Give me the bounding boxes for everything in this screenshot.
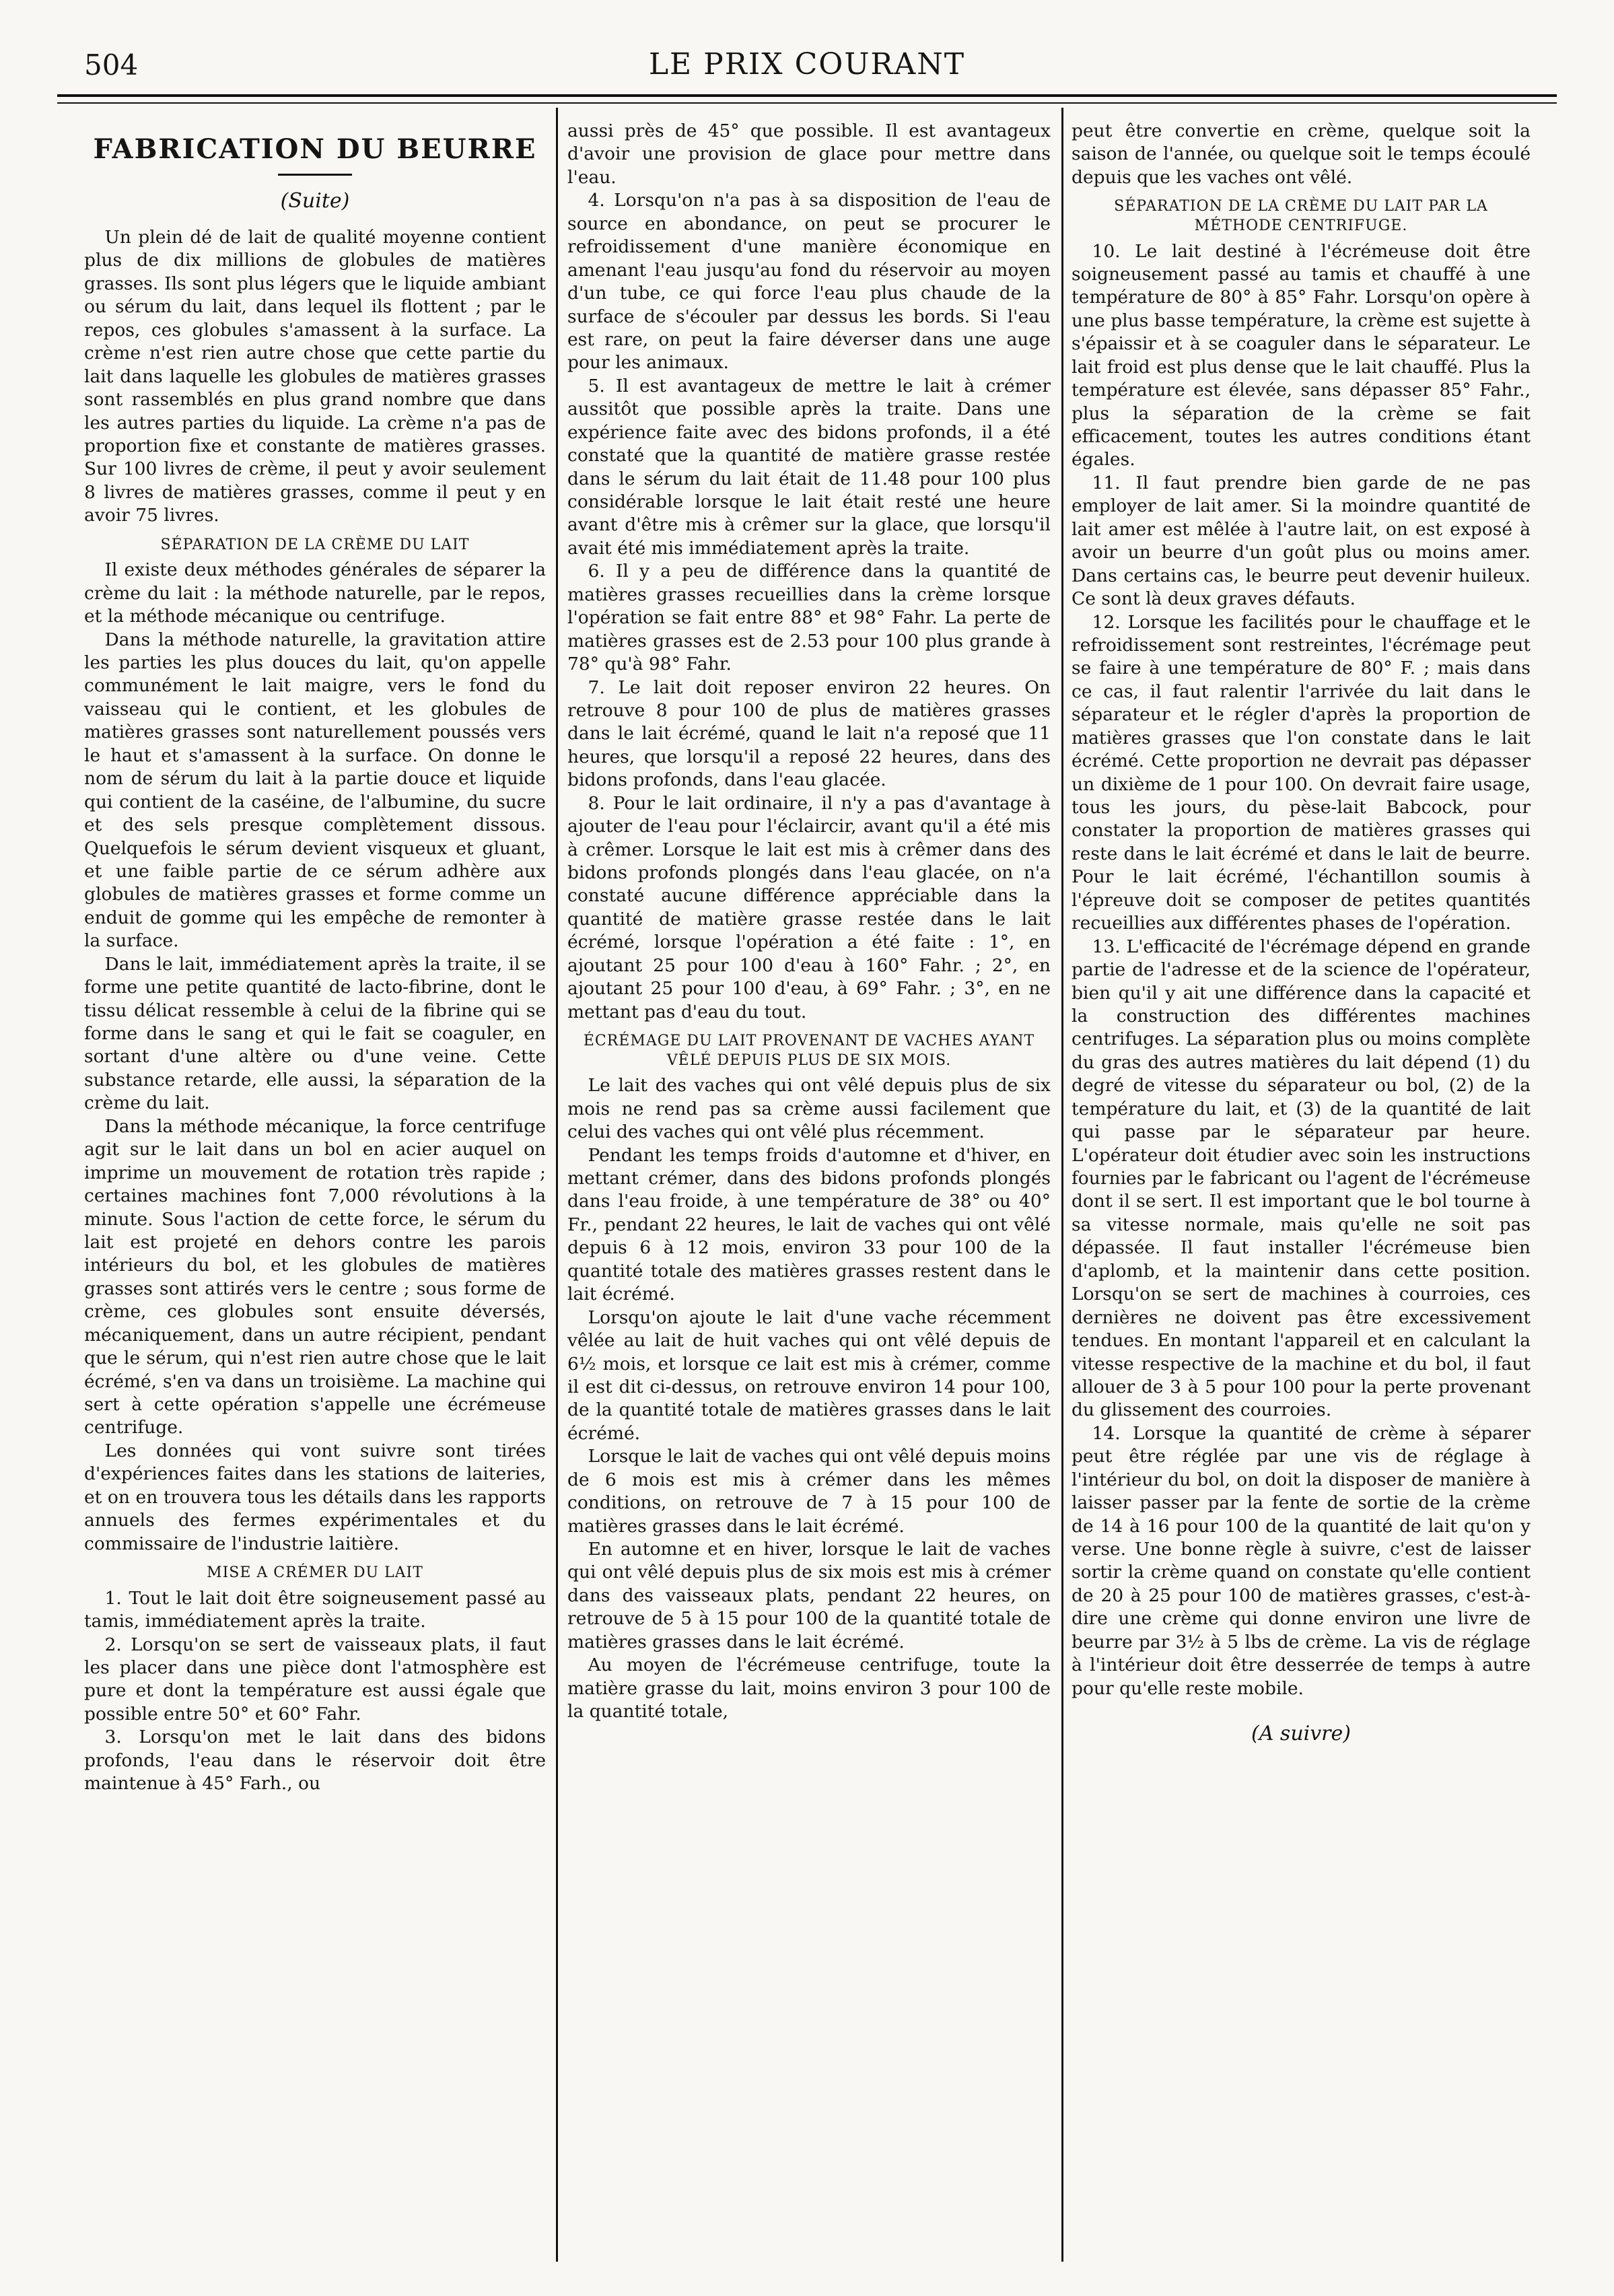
paragraph: 11. Il faut prendre bien garde de ne pas employer de lait amer. Si la moindre quantité de lait amer est mêlée à l'autre lait, on est exposé à avoir un beurre d'un goût plus ou moins amer. Dans certains cas, le beurre peut devenir huileux. Ce sont là deux graves défauts.: [1072, 472, 1531, 610]
section-heading: SÉPARATION DE LA CRÈME DU LAIT: [160, 536, 470, 553]
paragraph: 12. Lorsque les facilités pour le chauffage et le refroidissement sont restreintes, l'écrémage peut se faire à une température de 80° F. ; mais dans ce cas, il faut ralentir l'arrivée du lait dans le séparateur et le régler d'après la proportion de matières grasses que l'on constate dans le lait écrémé. Cette proportion ne devrait pas dépasser un dixième de 1 pour 100. On devrait faire usage, tous les jours, du pèse-lait Babcock, pour constater la proportion de matières grasses qui reste dans le lait écrémé et dans le lait de beurre. Pour le lait écrémé, l'échantillon soumis à l'épreuve doit se composer de petites quantités recueillies aux différentes phases de l'opération.: [1072, 611, 1531, 934]
paragraph: Un plein dé de lait de qualité moyenne contient plus de dix millions de globules de matières grasses. Ils sont plus légers que le liquide ambiant ou sérum du lait, dans lequel ils flottent ; par le repos, ces globules s'amassent à la surface. La crème n'est rien autre chose que cette partie du lait dans laquelle les globules de matières grasses sont rassemblés en plus grand nombre que dans les autres parties du liquide. La crème n'a pas de proportion fixe et constante de matières grasses. Sur 100 livres de crème, il peut y avoir seulement 8 livres de matières grasses, comme il peut y en avoir 75 livres.: [84, 227, 546, 526]
column-3: [1072, 120, 1531, 1747]
article-subtitle: (Suite): [280, 189, 350, 213]
paragraph: 1. Tout le lait doit être soigneusement passé au tamis, immédiatement après la traite.: [84, 1587, 546, 1632]
column-divider-1: [556, 108, 558, 2262]
paragraph: 5. Il est avantageux de mettre le lait à crémer aussitôt que possible après la traite. Dans une expérience faite avec des bidons profonds, il a été constaté que la quantité de matière grasse restée dans le sérum du lait était de 11.48 pour 100 plus considérable lorsque le lait était resté une heure avant d'être mis à crêmer sur la glace, que lorsqu'il avait été mis immédiatement après la traite.: [567, 375, 1051, 559]
column-2: [567, 120, 1051, 1724]
paragraph: Au moyen de l'écrémeuse centrifuge, toute la matière grasse du lait, moins environ 3 pour 100 de la quantité totale,: [567, 1655, 1051, 1723]
paragraph: 14. Lorsque la quantité de crème à séparer peut être réglée par une vis de réglage à l'intérieur du bol, on doit la disposer de manière à laisser passer par la fente de sortie de la crème de 14 à 16 pour 100 de la quantité de lait qu'on y verse. Une bonne règle à suivre, c'est de laisser sortir la crème quand on constate qu'elle contient de 20 à 25 pour 100 de matières grasses, c'est-à-dire une crème qui donne environ une livre de beurre par 3½ à 5 lbs de crème. La vis de réglage à l'intérieur doit être desserrée de temps à autre pour qu'elle reste mobile.: [1072, 1422, 1531, 1699]
paragraph: 3. Lorsqu'on met le lait dans des bidons profonds, l'eau dans le réservoir doit être maintenue à 45° Farh., ou: [84, 1727, 546, 1795]
paragraph: 2. Lorsqu'on se sert de vaisseaux plats, il faut les placer dans une pièce dont l'atmosphère est pure et dont la température est aussi égale que possible entre 50° et 60° Fahr.: [84, 1634, 546, 1725]
column-divider-2: [1061, 108, 1063, 2262]
paragraph: aussi près de 45° que possible. Il est avantageux d'avoir une provision de glace pour mettre dans l'eau.: [567, 120, 1051, 188]
paragraph: Dans la méthode naturelle, la gravitation attire les parties les plus douces du lait, qu'on appelle communément le lait maigre, vers le fond du vaisseau qui le contient, et les globules de matières grasses sont naturellement poussés vers le haut et s'amassent à la surface. On donne le nom de sérum du lait à la partie douce et liquide qui contient de la caséine, de l'albumine, du sucre et des sels presque complètement dissous. Quelquefois le sérum devient visqueux et gluant, et une faible partie de ce sérum adhère aux globules de matières grasses et forme comme un enduit de gomme qui les empêche de remonter à la surface.: [84, 629, 546, 952]
paragraph: 4. Lorsqu'on n'a pas à sa disposition de l'eau de source en abondance, on peut se procurer le refroidissement d'une manière économique en amenant l'eau jusqu'au fond du réservoir au moyen d'un tube, ce qui force l'eau plus chaude de la surface de s'écouler par dessus les bords. Si l'eau est rare, on peut la faire déverser dans une auge pour les animaux.: [567, 190, 1051, 374]
section-heading: MISE A CRÉMER DU LAIT: [207, 1564, 423, 1582]
paragraph: 13. L'efficacité de l'écrémage dépend en grande partie de l'adresse et de la science de l'opérateur, bien qu'il y ait une différence dans la capacité et la construction des différentes machines centrifuges. La séparation plus ou moins complète du gras des autres matières du lait dépend (1) du degré de vitesse du séparateur ou bol, (2) de la température du lait, et (3) de la quantité de lait qui passe par le séparateur par heure. L'opérateur doit étudier avec soin les instructions fournies par le fabricant ou l'agent de l'écrémeuse dont il se sert. Il est important que le bol tourne à sa vitesse normale, mais qu'elle ne soit pas dépassée. Il faut installer l'écrémeuse bien d'aplomb, et la maintenir dans cette position. Lorsqu'on se sert de machines à courroies, ces dernières ne doivent pas être excessivement tendues. En montant l'appareil et en calculant la vitesse respective de la machine et du bol, il faut allouer de 3 à 5 pour 100 pour la perte provenant du glissement des courroies.: [1072, 936, 1531, 1421]
paragraph: Lorsqu'on ajoute le lait d'une vache récemment vêlée au lait de huit vaches qui ont vêlé depuis de 6½ mois, et lorsque ce lait est mis à crémer, comme il est dit ci-dessus, on retrouve environ 14 pour 100, de la quantité totale de matières grasses dans le lait écrémé.: [567, 1307, 1051, 1444]
paragraph: En automne et en hiver, lorsque le lait de vaches qui ont vêlé depuis plus de six mois est mis à crémer dans des vaisseaux plats, pendant 22 heures, on retrouve de 5 à 15 pour 100 de la quantité totale de matières grasses dans le lait écrémé.: [567, 1539, 1051, 1653]
paragraph: 6. Il y a peu de différence dans la quantité de matières grasses recueillies dans la crème lorsque l'opération se fait entre 88° et 98° Fahr. La perte de matières grasses est de 2.53 pour 100 plus grande à 78° qu'à 98° Fahr.: [567, 561, 1051, 675]
paragraph: Le lait des vaches qui ont vêlé depuis plus de six mois ne rend pas sa crème aussi facilement que celui des vaches qui ont vêlé plus récemment.: [567, 1075, 1051, 1143]
paragraph: Dans le lait, immédiatement après la traite, il se forme une petite quantité de lacto-fibrine, dont le tissu délicat ressemble à celui de la fibrine qui se forme dans le sang et qui le fait se coaguler, en sortant d'une altère ou d'une veine. Cette substance retarde, elle aussi, la séparation de la crème du lait.: [84, 953, 546, 1114]
article-title: FABRICATION DU BEURRE: [93, 133, 537, 165]
paragraph: Les données qui vont suivre sont tirées d'expériences faites dans les stations de laiteries, et on en trouvera tous les détails dans les rapports annuels des fermes expérimentales et du commissaire de l'industrie laitière.: [84, 1440, 546, 1554]
paragraph: Dans la méthode mécanique, la force centrifuge agit sur le lait dans un bol en acier auquel on imprime un mouvement de rotation très rapide ; certaines machines font 7,000 révolutions à la minute. Sous l'action de cette force, le sérum du lait est projeté en dehors contre les parois intérieurs du bol, et les globules de matières grasses sont attirés vers le centre ; sous forme de crème, ces globules sont ensuite déversés, mécaniquement, dans un autre récipient, pendant que le sérum, qui n'est rien autre chose que le lait écrémé, s'en va dans un troisième. La machine qui sert à cette opération s'appelle une écrémeuse centrifuge.: [84, 1115, 546, 1438]
paragraph: 10. Le lait destiné à l'écrémeuse doit être soigneusement passé au tamis et chauffé à une température de 80° à 85° Fahr. Lorsqu'on opère à une plus basse température, la crème est sujette à s'épaissir et à se coaguler dans le séparateur. Le lait froid est plus dense que le lait chauffé. Plus la température est élevée, sans dépasser 85° Fahr., plus la séparation de la crème se fait efficacement, toutes les autres conditions étant égales.: [1072, 240, 1531, 471]
paragraph: Pendant les temps froids d'automne et d'hiver, en mettant crémer, dans des bidons profonds plongés dans l'eau froide, à une température de 38° ou 40° Fr., pendant 22 heures, le lait de vaches qui ont vêlé depuis 6 à 12 mois, environ 33 pour 100 de la quantité totale des matières grasses restent dans le lait écrémé.: [567, 1144, 1051, 1305]
paragraph: Il existe deux méthodes générales de séparer la crème du lait : la méthode naturelle, par le repos, et la méthode mécanique ou centrifuge.: [84, 559, 546, 627]
paragraph: 8. Pour le lait ordinaire, il n'y a pas d'avantage à ajouter de l'eau pour l'éclaircir, avant qu'il a été mis à crêmer. Lorsque le lait est mis à crêmer dans des bidons profonds plongés dans l'eau glacée, on n'a constaté aucune différence appréciable dans la quantité de matière grasse restée dans le lait écrémé, lorsque l'opération a été faite : 1°, en ajoutant 25 pour 100 d'eau à 160° Fahr. ; 2°, en ajoutant 25 pour 100 d'eau, à 69° Fahr. ; 3°, en ne mettant pas d'eau du tout.: [567, 792, 1051, 1022]
page-header: [0, 42, 1614, 89]
paragraph: Lorsque le lait de vaches qui ont vêlé depuis moins de 6 mois est mis à crémer dans les mêmes conditions, on retrouve de 7 à 15 pour 100 de matières grasses dans le lait écrémé.: [567, 1446, 1051, 1537]
page-number: 504: [84, 48, 139, 81]
column-1: [84, 120, 546, 1796]
header-rule-thick: [57, 94, 1557, 97]
section-heading: SÉPARATION DE LA CRÈME DU LAIT PAR LA MÉTHODE CENTRIFUGE.: [1114, 198, 1488, 234]
journal-title: LE PRIX COURANT: [648, 47, 966, 81]
to-be-continued: (A suivre): [1251, 1722, 1351, 1746]
paragraph: 7. Le lait doit reposer environ 22 heures. On retrouve 8 pour 100 de plus de matières grasses dans le lait écrémé, quand le lait n'a reposé que 11 heures, que lorsqu'il a reposé 22 heures, dans des bidons profonds, dans l'eau glacée.: [567, 676, 1051, 791]
header-rule-thin: [57, 102, 1557, 104]
section-heading: ÉCRÉMAGE DU LAIT PROVENANT DE VACHES AYANT VÊLÉ DEPUIS PLUS DE SIX MOIS.: [583, 1033, 1035, 1069]
title-rule: [278, 174, 352, 176]
paragraph: peut être convertie en crème, quelque soit la saison de l'année, ou quelque soit le temps écoulé depuis que les vaches ont vêlé.: [1072, 120, 1531, 188]
